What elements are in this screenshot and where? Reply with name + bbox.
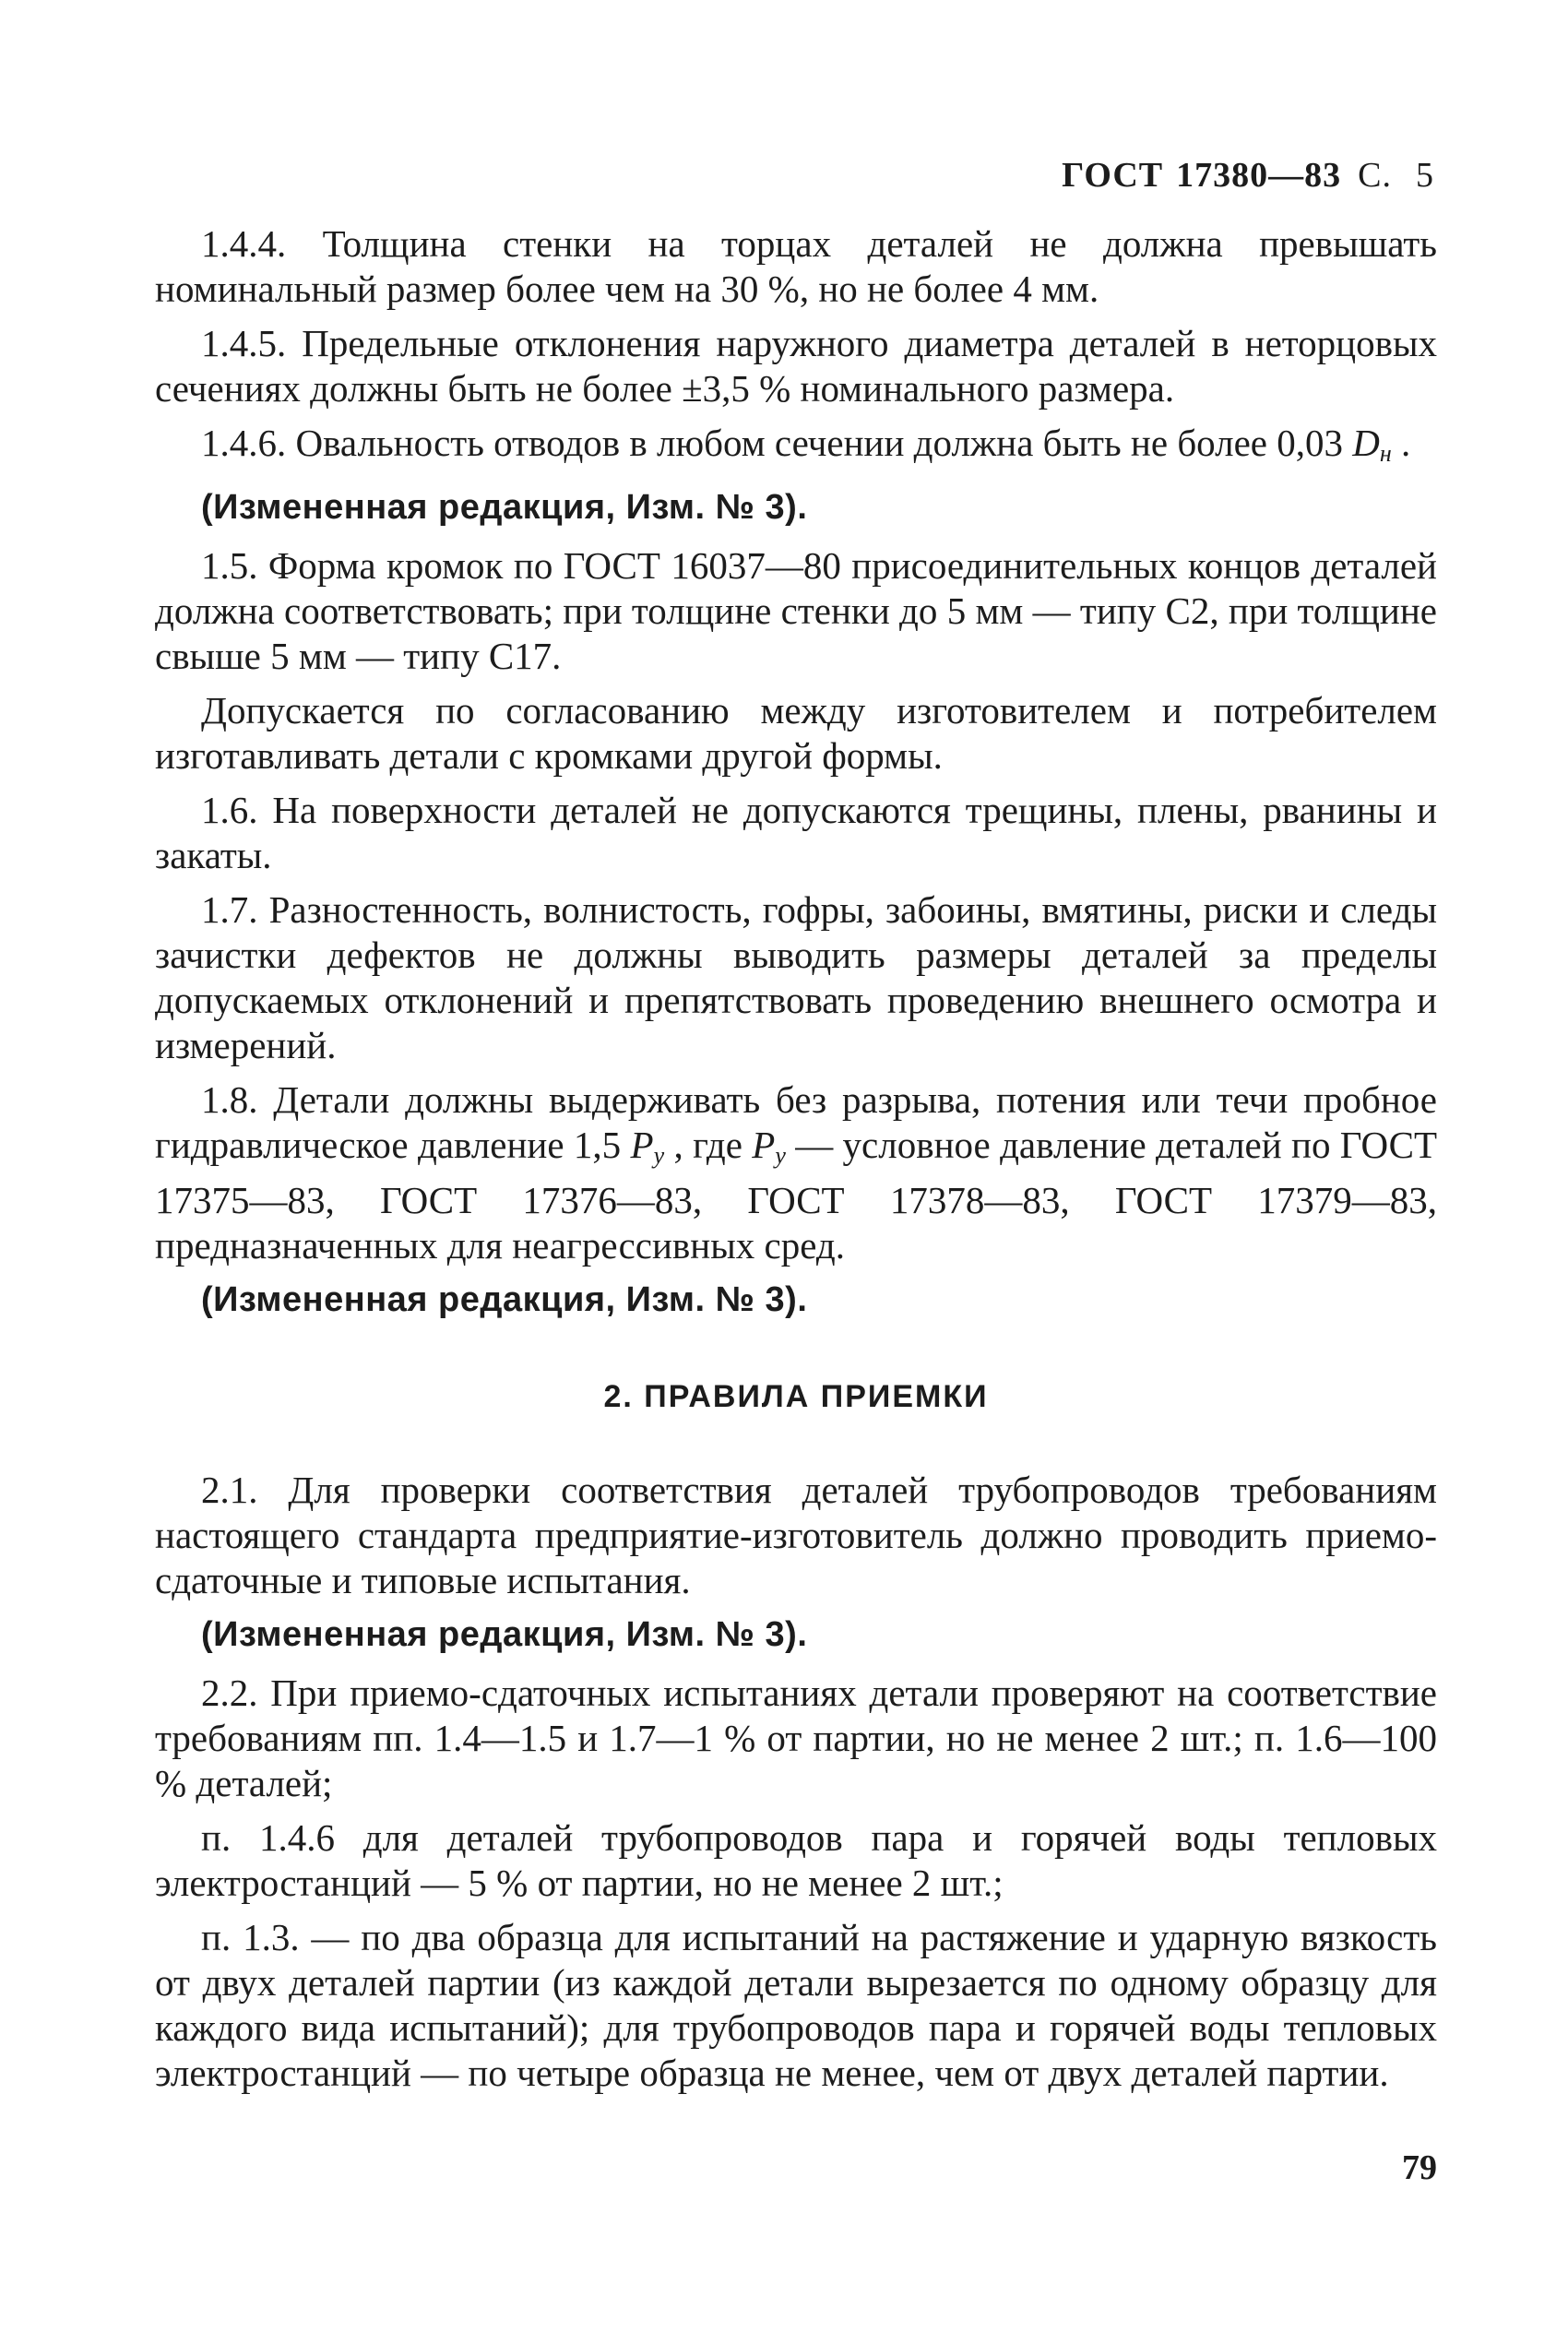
page-number: 79 <box>1402 2148 1437 2187</box>
paragraph-1-5-note: Допускается по согласованию между изготовителем и потребителем изготавливать детали с кромками другой формы. <box>155 689 1437 777</box>
paragraph-1-8 <box>155 1077 1437 1268</box>
header-page-number: 5 <box>1416 156 1434 195</box>
amendment-note-3: (Измененная редакция, Изм. № 3). <box>201 1615 808 1654</box>
paragraph-2-2-item-b: п. 1.4.6 для деталей трубопроводов пара и горячей воды тепловых электростанций — 5 % от партии, но не менее 2 шт.; <box>155 1816 1437 1904</box>
amendment-note-2: (Измененная редакция, Изм. № 3). <box>201 1280 808 1319</box>
paragraph-1-6: 1.6. На поверхности деталей не допускаются трещины, плены, рванины и закаты. <box>155 789 1437 876</box>
standard-number: 17380—83 <box>1176 156 1342 195</box>
formula-symbol-p1: P <box>630 1124 654 1166</box>
formula-subscript-y2: у <box>775 1142 786 1169</box>
formula-subscript-n: н <box>1379 440 1392 467</box>
paragraph-2-1: 2.1. Для проверки соответствия деталей трубопроводов требованиям настоящего стандарта предприятие-изготовитель должно проводить приемо-сдаточные и типовые испытания. <box>155 1469 1437 1601</box>
paragraph-1-7: 1.7. Разностенность, волнистость, гофры, забоины, вмятины, риски и следы зачистки дефектов не должны выводить размеры деталей за пределы допускаемых отклонений и препятствовать проведению внешнего осмотра и измерений. <box>155 888 1437 1066</box>
paragraph-1-8-mid: , где <box>664 1124 753 1166</box>
paragraph-2-2-item-c: п. 1.3. — по два образца для испытаний на растяжение и ударную вязкость от двух деталей партии (из каждой детали вырезается по одному образцу для каждого вида испытаний); для трубопроводов пара и горячей воды тепловых электростанций — по четыре образца не менее, чем от двух деталей партии. <box>155 1916 1437 2094</box>
page-header <box>1062 155 1434 196</box>
paragraph-1-4-6-text: 1.4.6. Овальность отводов в любом сечении должна быть не более 0,03 <box>201 422 1353 464</box>
paragraph-1-4-4: 1.4.4. Толщина стенки на торцах деталей не должна превышать номинальный размер более чем на 30 %, но не более 4 мм. <box>155 222 1437 310</box>
paragraph-1-4-6-end: . <box>1391 422 1411 464</box>
page-prefix: С. <box>1358 156 1392 195</box>
standard-label: ГОСТ <box>1062 156 1164 195</box>
paragraph-1-4-5: 1.4.5. Предельные отклонения наружного диаметра деталей в неторцовых сечениях должны быть не более ±3,5 % номинального размера. <box>155 322 1437 410</box>
document-body <box>155 221 1437 2105</box>
formula-symbol-p2: P <box>752 1124 776 1166</box>
section-heading: 2. ПРАВИЛА ПРИЕМКИ <box>603 1379 989 1414</box>
formula-subscript-y1: у <box>653 1142 665 1169</box>
paragraph-1-5: 1.5. Форма кромок по ГОСТ 16037—80 присоединительных концов деталей должна соответствовать; при толщине стенки до 5 мм — типу С2, при толщине свыше 5 мм — типу С17. <box>155 544 1437 677</box>
formula-symbol-d: D <box>1352 422 1380 464</box>
paragraph-1-8-end: — условное давление деталей по ГОСТ 17375—83, ГОСТ 17376—83, ГОСТ 17378—83, ГОСТ 17379—83, предназначенных для неагрессивных сред. <box>155 1124 1437 1267</box>
paragraph-2-2: 2.2. При приемо-сдаточных испытаниях детали проверяют на соответствие требованиям пп. 1.4—1.5 и 1.7—1 % от партии, но не менее 2 шт.; п. 1.6—100 % деталей; <box>155 1672 1437 1804</box>
paragraph-1-8-text: 1.8. Детали должны выдерживать без разрыва, потения или течи пробное гидравлическое давление 1,5 <box>155 1078 1437 1166</box>
amendment-note-1: (Измененная редакция, Изм. № 3). <box>201 488 808 527</box>
paragraph-1-4-6 <box>155 421 1437 476</box>
